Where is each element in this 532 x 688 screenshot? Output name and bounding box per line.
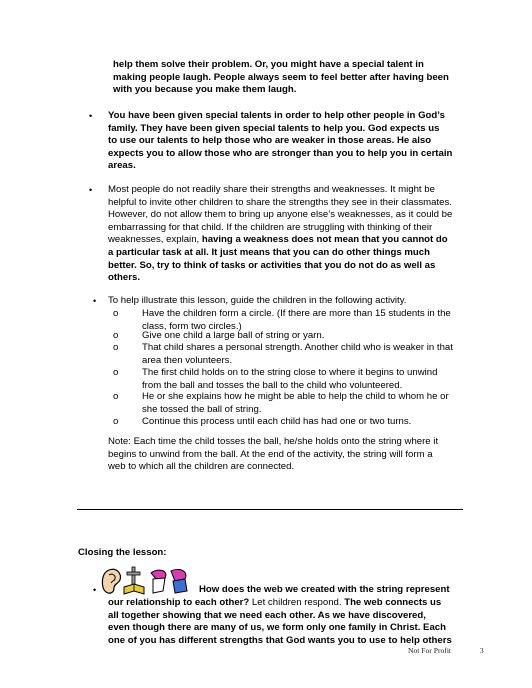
cross-bible-icon (124, 567, 144, 594)
text-line (108, 148, 498, 161)
activity-intro: To help illustrate this lesson, guide the children in the following activity. (108, 295, 407, 306)
bold-run: one of you has different strengths that God wants you to use to help others (108, 634, 452, 646)
list-item-line: That child shares a personal strength. Another child who is weaker in that (142, 342, 453, 353)
list-marker: o (113, 391, 119, 402)
text-run: embarrassing for that child. If the children are struggling with thinking of their (108, 221, 433, 233)
text-run: helpful to invite other children to share the strengths they see in their classmates. (108, 196, 452, 208)
list-item-line: she tossed the ball of string. (142, 403, 262, 415)
list-item-text (142, 330, 487, 343)
text-line (108, 247, 503, 260)
text-line (108, 234, 503, 247)
bold-run: others. (108, 272, 140, 284)
list-item-line: He or she explains how he might be able to help the child to whom he or (142, 391, 449, 402)
text-run: weaknesses, explain, (108, 234, 202, 246)
closing-icons (99, 565, 197, 597)
bold-run: to use our talents to help those who are weaker in those areas. He also (108, 135, 432, 147)
text-run: However, do not allow them to bring up anyone else’s weaknesses, as it could be (108, 209, 453, 221)
text-run: Most people do not readily share their strengths and weaknesses. It might be (108, 184, 435, 195)
bullet-marker: • (93, 585, 97, 595)
footer-label: Not For Profit (408, 646, 452, 655)
list-item-text (142, 367, 487, 392)
note-line: Note: Each time the child tosses the ball, he/she holds onto the string where it (108, 436, 439, 447)
list-item-text (142, 342, 487, 367)
text-line (108, 123, 498, 136)
para-top (113, 59, 493, 97)
para-line: help them solve their problem. Or, you might have a special talent in (113, 59, 424, 70)
page-number: 3 (479, 646, 484, 655)
bold-run: areas. (108, 160, 136, 172)
list-item-text (142, 391, 487, 416)
list-item-line: Continue this process until each child has had one or two turns. (142, 416, 412, 427)
text-line (108, 222, 503, 235)
bullet-paragraph-talents (108, 110, 498, 173)
note-line: begins to unwind from the ball. At the end of the activity, the string will form a (108, 448, 433, 460)
text-line (199, 584, 499, 597)
closing-question (199, 584, 499, 597)
bullet-marker: • (89, 111, 93, 121)
bold-run: better. So, try to think of tasks or activities that you do not do as well as (108, 259, 436, 271)
bold-run: a particular task at all. It just means that you can do other things much (108, 246, 430, 258)
bold-run: family. They have been given special talents to help you. God expects us (108, 122, 440, 134)
para-line: with you because you make them laugh. (113, 84, 297, 96)
bold-run: our relationship to each other? (108, 597, 250, 608)
text-line (108, 260, 503, 273)
text-run: Let children respond. (249, 597, 345, 608)
text-line (108, 610, 503, 623)
bold-run: having a weakness does not mean that you cannot do (201, 234, 448, 246)
bold-run: even though there are many of us, we form only one family in Christ. Each (108, 622, 446, 634)
list-marker: o (113, 416, 119, 427)
para-line: making people laugh. People always seem to feel better after having been (113, 71, 449, 83)
bold-run: How does the web we created with the string represent (199, 584, 450, 595)
bold-run: You have been given special talents in order to help other people in God’s (108, 110, 445, 121)
bold-run: The web connects us (344, 597, 442, 608)
closing-heading: Closing the lesson: (78, 547, 167, 558)
bold-run: all together showing that we need each other. As we have discovered, (108, 609, 426, 621)
text-line (108, 197, 503, 210)
text-line (108, 135, 498, 148)
bullet-paragraph-strengths (108, 184, 503, 285)
list-item-line: Have the children form a circle. (If there are more than 15 students in the (142, 308, 451, 319)
list-item-line: area then volunteers. (142, 354, 233, 366)
text-line (108, 272, 503, 285)
list-marker: o (113, 367, 119, 378)
list-marker: o (113, 342, 119, 353)
list-item-line: The first child holds on to the string close to where it begins to unwind (142, 367, 438, 378)
text-line (108, 110, 498, 123)
list-item-line: from the ball and tosses the ball to the child who volunteered. (142, 379, 403, 391)
text-line (108, 209, 503, 222)
text-line (108, 597, 503, 610)
section-divider (77, 509, 463, 510)
ear-icon (102, 569, 120, 593)
list-item-line: Give one child a large ball of string or yarn. (142, 330, 325, 341)
text-line (108, 184, 503, 197)
list-marker: o (113, 330, 119, 341)
text-line (108, 160, 498, 173)
activity-note (108, 436, 498, 474)
list-item-line: class, form two circles.) (142, 320, 242, 332)
bullet-marker: • (89, 185, 93, 195)
page-footer (408, 645, 484, 658)
closing-paragraph (108, 597, 503, 647)
bullet-marker: • (93, 296, 97, 306)
list-marker: o (113, 308, 119, 319)
list-item-text (142, 416, 487, 429)
people-talking-icon (151, 569, 187, 593)
text-line (108, 622, 503, 635)
note-line: web to which all the children are connected. (108, 461, 295, 473)
bold-run: expects you to allow those who are stronger than you to help you in certain (108, 147, 453, 159)
